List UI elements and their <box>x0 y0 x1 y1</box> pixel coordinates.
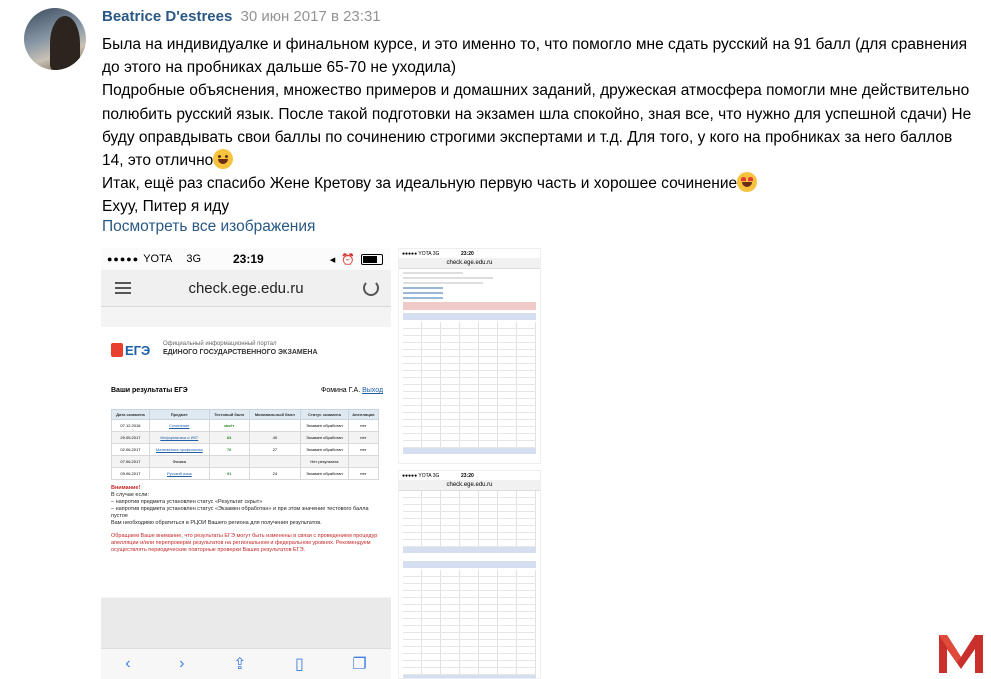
logout-link: Выход <box>362 387 384 394</box>
mini-time: 23:20 <box>461 472 474 479</box>
cell: 40 <box>249 432 301 444</box>
mini-url: check.ege.edu.ru <box>399 258 540 269</box>
mini-table-row <box>403 378 536 385</box>
cell: 83 <box>209 432 249 444</box>
mini-table-row <box>403 626 536 633</box>
col-header: Минимальный балл <box>249 410 301 420</box>
ios-browser-toolbar <box>101 648 391 679</box>
warning-notice: Обращаем Ваше внимание, что результаты ЕГЭ могут быть изменены в связи с проведением процедур апелляции и/или перепроверки результатов на региональном и федеральном уровнях. Рекомендуем осуществлять периодические повторные проверки Ваших результатов ЕГЭ. <box>111 533 378 553</box>
mini-table-row <box>403 498 536 505</box>
signal-dots-icon: ●●●●● <box>107 254 140 264</box>
mini-table-row <box>403 519 536 526</box>
show-all-images-link[interactable]: Посмотреть все изображения <box>102 218 316 235</box>
cell: 76 <box>209 444 249 456</box>
cell: 27 <box>249 444 301 456</box>
mini-table-footer <box>403 547 536 553</box>
network-label: 3G <box>186 253 202 265</box>
ios-status-bar <box>101 248 391 270</box>
menu-icon <box>115 282 131 294</box>
browser-url-bar <box>101 270 391 307</box>
ege-logo <box>111 343 150 358</box>
mini-table-row <box>403 413 536 420</box>
cell: зачёт <box>209 420 249 432</box>
mini-table-header <box>403 313 536 320</box>
mini-table-row <box>403 491 536 498</box>
col-header: Дата экзамена <box>112 410 150 420</box>
mini-table-row <box>403 385 536 392</box>
cell: 07.06.2017 <box>112 456 150 468</box>
mini-table-row <box>403 336 536 343</box>
cell: нет <box>348 432 378 444</box>
mini-table-row <box>403 619 536 626</box>
share-icon: ⇪ <box>233 656 247 673</box>
mini-table-row <box>403 406 536 413</box>
col-header: Предмет <box>149 410 209 420</box>
cell <box>249 456 301 468</box>
status-time: 23:19 <box>233 252 264 266</box>
mini-table-row <box>403 661 536 668</box>
mini-carrier: ●●●●● YOTA 3G <box>402 250 440 257</box>
col-header: Статус экзамена <box>301 410 349 420</box>
cell: 07.12.2016 <box>112 420 150 432</box>
back-icon: ‹ <box>125 655 131 672</box>
mini-table-row <box>403 647 536 654</box>
location-icon: ◂ <box>329 253 336 266</box>
post-line-3 <box>102 172 972 195</box>
warning-line: – напротив предмета установлен статус «Результат скрыт» <box>111 499 263 505</box>
cell: 91 <box>209 468 249 480</box>
mini-text-line <box>403 272 463 274</box>
post-line-1: Была на индивидуалке и финальном курсе, и это именно то, что помогло мне сдать русский на 91 балл (для сравнения до этого на пробниках дальше 65-70 не уходила) <box>102 36 968 77</box>
ege-logo-text: ЕГЭ <box>125 343 151 358</box>
mini-table-row <box>403 591 536 598</box>
mini-url: check.ege.edu.ru <box>399 480 540 491</box>
mini-table-row <box>403 654 536 661</box>
cell: Физика <box>149 456 209 468</box>
mini-table-row <box>403 540 536 547</box>
mini-table-row <box>403 329 536 336</box>
cell: 09.06.2017 <box>112 468 150 480</box>
cell: нет <box>348 468 378 480</box>
post-line-3-text: Итак, ещё раз спасибо Жене Кретову за идеальную первую часть и хорошее сочинение <box>102 175 738 193</box>
mini-time: 23:20 <box>461 250 474 257</box>
author-avatar[interactable] <box>24 8 86 70</box>
warning-title: Внимание! <box>111 485 141 491</box>
post-line-2 <box>102 79 972 172</box>
mini-table-row <box>403 640 536 647</box>
mini-table-row <box>403 512 536 519</box>
cell: Сочинение <box>149 420 209 432</box>
cell: Нет результата <box>301 456 349 468</box>
mini-table-row <box>403 605 536 612</box>
mini-table-row <box>403 533 536 540</box>
mini-link-line <box>403 287 443 289</box>
mini-table-row <box>403 371 536 378</box>
user-name: Фомина Г.А. <box>321 387 361 394</box>
table-row <box>112 420 379 432</box>
mini-link-line <box>403 297 443 299</box>
warning-line: В случае если: <box>111 492 150 498</box>
alarm-icon: ⏰ <box>341 253 355 266</box>
table-row <box>112 444 379 456</box>
mini-table-row <box>403 570 536 577</box>
mini-status-bar <box>399 249 540 258</box>
cell: Экзамен обработан <box>301 432 349 444</box>
portal-subtitle: Официальный информационный портал <box>163 341 277 347</box>
post-date[interactable]: 30 июн 2017 в 23:31 <box>240 8 381 25</box>
mini-table-row <box>403 420 536 427</box>
cell: нет <box>348 444 378 456</box>
results-page <box>101 327 391 597</box>
cell: 24 <box>249 468 301 480</box>
ege-logo-mark-icon <box>111 343 123 357</box>
carrier-label: YOTA <box>143 253 173 265</box>
mini-table-row <box>403 441 536 448</box>
mini-table-row <box>403 322 536 329</box>
warning-line: – напротив предмета установлен статус «Экзамен обработан» и при этом значение тестового балла пустое <box>111 506 369 519</box>
mini-table-footer <box>403 448 536 454</box>
tabs-icon: ❐ <box>352 656 367 673</box>
mini-table-row <box>403 526 536 533</box>
results-page-footer <box>101 598 391 650</box>
results-table <box>111 409 379 480</box>
cell: Информатика и ИКТ <box>149 432 209 444</box>
warning-line: Вам необходимо обратиться в РЦОИ Вашего региона для получения результатов. <box>111 520 322 526</box>
mini-link-line <box>403 292 443 294</box>
forward-icon: › <box>179 655 185 672</box>
mini-table-row <box>403 357 536 364</box>
mini-table-row <box>403 505 536 512</box>
cell: 02.06.2017 <box>112 444 150 456</box>
cell: Экзамен обработан <box>301 420 349 432</box>
mini-table-row <box>403 584 536 591</box>
mini-table-row <box>403 399 536 406</box>
results-title: Ваши результаты ЕГЭ <box>111 387 188 394</box>
col-header: Апелляция <box>348 410 378 420</box>
table-row <box>112 432 379 444</box>
cell: Экзамен обработан <box>301 444 349 456</box>
cell: Математика профильная <box>149 444 209 456</box>
cell <box>209 456 249 468</box>
mini-table-row <box>403 343 536 350</box>
author-name[interactable]: Beatrice D'estrees <box>102 8 233 25</box>
post-header <box>102 8 381 26</box>
post-line-4: Ехуу, Питер я иду <box>102 198 230 216</box>
user-block <box>321 387 383 394</box>
mini-table-row <box>403 434 536 441</box>
mini-table-row <box>403 364 536 371</box>
bookmarks-icon: ▯ <box>294 656 304 673</box>
attached-photo-3[interactable] <box>398 470 541 679</box>
mini-table-row <box>403 612 536 619</box>
mini-table-row <box>403 577 536 584</box>
post-line-2-text: Подробные объяснения, множество примеров и домашних заданий, дружеская атмосфера помогли мне действительно полюбить русский язык. После такой подготовки на экзамен шла спокойно, зная все, что нужно для успешной сдачи) Не буду оправдывать свои баллы по сочинению строгими экспертами и т.д. Для того, у кого на пробниках за него баллов 14, это отлично <box>102 82 972 170</box>
results-table-header <box>112 410 379 420</box>
reload-icon <box>363 280 379 296</box>
mini-text-line <box>403 282 483 284</box>
post-text <box>102 33 972 219</box>
cell: 29.05.2017 <box>112 432 150 444</box>
attached-photo-1[interactable] <box>101 248 391 679</box>
mini-carrier: ●●●●● YOTA 3G <box>402 472 440 479</box>
m-logo-watermark-icon <box>937 631 985 675</box>
cell: нет <box>348 420 378 432</box>
mini-table-row <box>403 392 536 399</box>
sweat-smile-emoji-icon <box>213 149 233 169</box>
mini-table-row <box>403 598 536 605</box>
table-row <box>112 456 379 468</box>
mini-table-header <box>403 561 536 568</box>
cell <box>249 420 301 432</box>
table-row <box>112 468 379 480</box>
mini-status-bar <box>399 471 540 480</box>
cell <box>348 456 378 468</box>
attached-photo-2[interactable] <box>398 248 541 464</box>
battery-icon <box>361 254 383 265</box>
cell: Экзамен обработан <box>301 468 349 480</box>
heart-eyes-emoji-icon <box>737 172 757 192</box>
browser-url: check.ege.edu.ru <box>188 279 304 297</box>
mini-table-footer <box>403 675 536 679</box>
mini-notice <box>403 302 536 310</box>
col-header: Тестовый балл <box>209 410 249 420</box>
mini-text-line <box>403 277 493 279</box>
warning-block <box>111 485 381 554</box>
mini-table-row <box>403 427 536 434</box>
mini-table-row <box>403 633 536 640</box>
mini-table-row <box>403 350 536 357</box>
cell: Русский язык <box>149 468 209 480</box>
mini-table-row <box>403 668 536 675</box>
portal-name: ЕДИНОГО ГОСУДАРСТВЕННОГО ЭКЗАМЕНА <box>163 349 318 356</box>
status-icons <box>330 253 383 266</box>
